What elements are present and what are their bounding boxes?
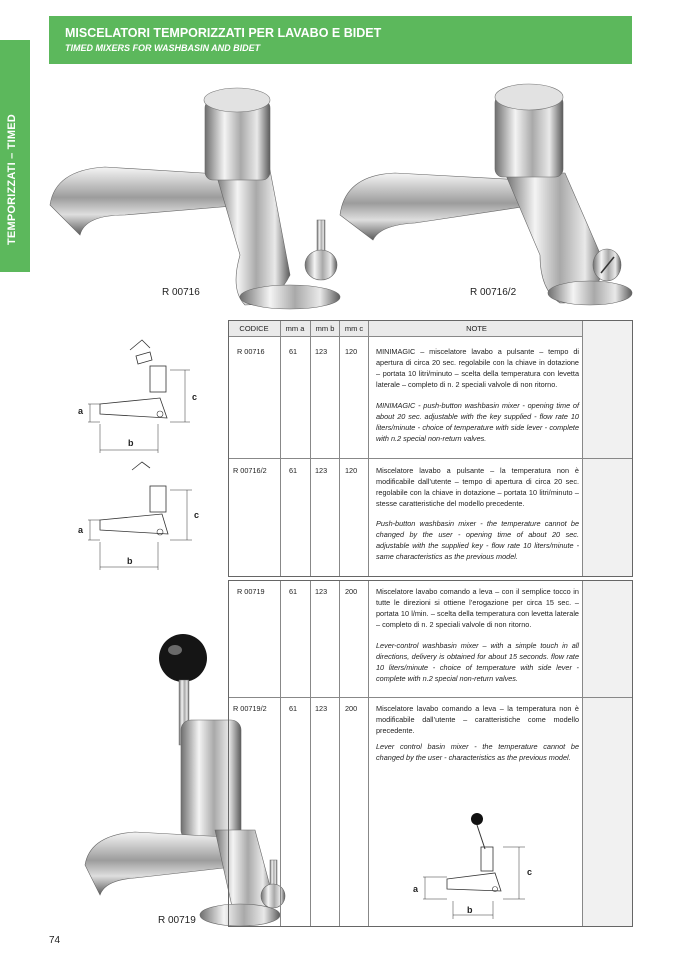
page-subtitle: TIMED MIXERS FOR WASHBASIN AND BIDET <box>65 43 261 53</box>
cell-c: 200 <box>345 704 358 713</box>
cell-note-en: Lever-control washbasin mixer – with a simple touch in all directions, delivery is obtained for about 15 seconds. flow rate 10 liters/minute - choice of temperature with side lever - complete with n.2 special non-return valves. <box>376 641 579 683</box>
cell-note-it: Miscelatore lavabo comando a leva – con il semplice tocco in tutte le direzioni si ottiene l’erogazione per circa 15 sec. – portata 10 l/min. – scelta della temperatura con levetta laterale – completo di n. 2 speciali valvole di non ritorno. <box>376 587 579 629</box>
page-number: 74 <box>49 935 61 946</box>
cell-code: R 00716/2 <box>233 466 267 475</box>
dimension-diagram-1 <box>70 338 215 463</box>
page-header <box>49 16 632 64</box>
cell-note-it: Miscelatore lavabo comando a leva – la temperatura non è modificabile dall’utente – caratteristiche come modello precedente. <box>376 704 579 735</box>
cell-a: 61 <box>289 466 298 475</box>
cell-code: R 00716 <box>237 347 265 356</box>
product-photo-r00716 <box>45 75 345 310</box>
header-mm-a: mm a <box>285 324 305 333</box>
cell-a: 61 <box>289 704 298 713</box>
cell-a: 61 <box>289 587 298 596</box>
cell-note-en: MINIMAGIC - push-button washbasin mixer - opening time of about 20 sec. adjustable with the key supplied - flow rate 10 liters/minute - choice of temperature with side lever - complete with n.2 special non-return valves. <box>376 401 579 443</box>
cell-note-it: Miscelatore lavabo a pulsante – la temperatura non è modificabile dall’utente – tempo di apertura di circa 20 sec. regolabile con la chiave in dotazione – portata 10 litri/minuto – stesse caratteristiche del modello precedente. <box>376 466 579 508</box>
cell-a: 61 <box>289 347 298 356</box>
cell-note-en: Lever control basin mixer - the temperature cannot be changed by the user - characteristics as the previous model. <box>376 742 579 762</box>
cell-c: 120 <box>345 347 358 356</box>
cell-b: 123 <box>315 704 328 713</box>
cell-note-en: Push-button washbasin mixer - the temperature cannot be changed by the user - opening time of about 20 sec. adjustable with the supplied key - flow rate 10 liters/minute - same characteristics as the previous model. <box>376 519 579 561</box>
dimension-label-a: a <box>78 525 84 535</box>
page-title: MISCELATORI TEMPORIZZATI PER LAVABO E BIDET <box>65 26 382 40</box>
dimension-label-b: b <box>128 438 134 448</box>
cell-b: 123 <box>315 466 328 475</box>
cell-c: 120 <box>345 466 358 475</box>
header-note: NOTE <box>466 324 487 333</box>
table-row <box>229 461 632 573</box>
cell-b: 123 <box>315 587 328 596</box>
cell-b: 123 <box>315 347 328 356</box>
spec-table-2 <box>228 580 633 927</box>
dimension-diagram-3 <box>407 809 537 921</box>
header-mm-b: mm b <box>315 324 335 333</box>
dimension-label-b: b <box>467 905 473 915</box>
header-codice: CODICE <box>239 324 269 333</box>
dimension-label-a: a <box>413 884 419 894</box>
table-row <box>229 581 632 696</box>
table-header <box>229 321 632 337</box>
dimension-diagram-2 <box>70 460 215 575</box>
dimension-label-b: b <box>127 556 133 566</box>
dimension-label-c: c <box>527 867 533 877</box>
cell-note-it: MINIMAGIC – miscelatore lavabo a pulsante – tempo di apertura di circa 20 sec. regolabile con la chiave in dotazione – portata 10 litri/minuto – scelta della temperatura con levetta laterale – completo di n. 2 speciali valvole di non ritorno. <box>376 347 579 389</box>
dimension-label-c: c <box>192 392 198 402</box>
cell-c: 200 <box>345 587 358 596</box>
side-tab-label: TEMPORIZZATI – TIMED <box>6 114 18 245</box>
product-photo-r00716-2 <box>335 75 635 310</box>
dimension-label-c: c <box>194 510 200 520</box>
spec-table-1 <box>228 320 633 577</box>
dimension-label-a: a <box>78 406 84 416</box>
table-row <box>229 341 632 456</box>
photo-caption-r00719: R 00719 <box>158 915 196 926</box>
cell-code: R 00719 <box>237 587 265 596</box>
header-mm-c: mm c <box>344 324 364 333</box>
table-row <box>229 699 632 924</box>
cell-code: R 00719/2 <box>233 704 267 713</box>
photo-caption-r00716-2: R 00716/2 <box>470 287 517 298</box>
side-section-tab <box>0 40 30 272</box>
photo-caption-r00716: R 00716 <box>162 287 200 298</box>
